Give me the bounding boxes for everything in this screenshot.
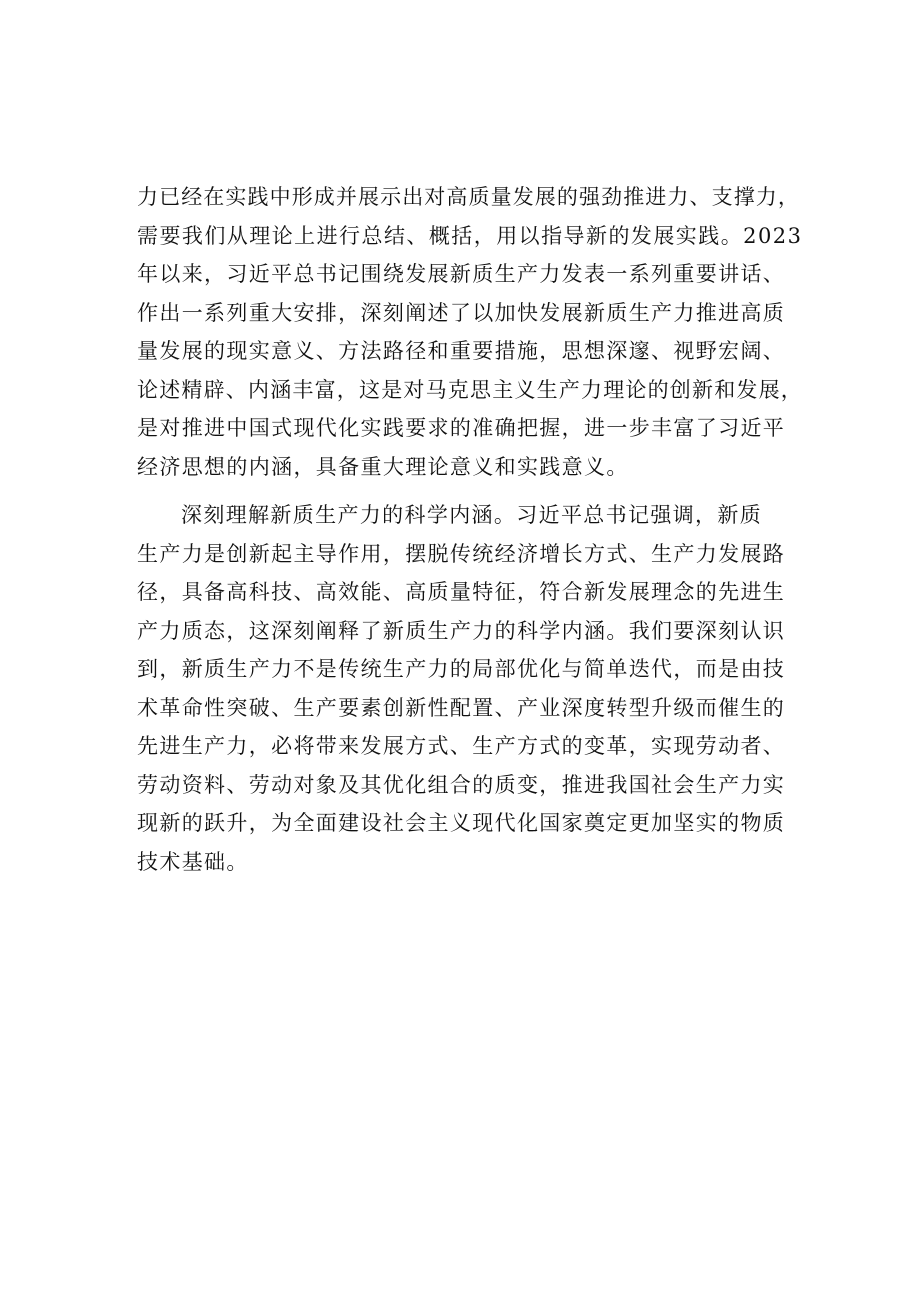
- paragraph-1-line: 量发展的现实意义、方法路径和重要措施，思想深邃、视野宏阔、: [137, 339, 786, 363]
- paragraph-2-line: 先进生产力，必将带来发展方式、生产方式的变革，实现劳动者、: [137, 734, 786, 758]
- paragraph-2-line: 技术基础。: [137, 849, 249, 874]
- paragraph-1-line: 年以来，习近平总书记围绕发展新质生产力发表一系列重要讲话、: [137, 262, 786, 286]
- paragraph-1-line: 论述精辟、内涵丰富，这是对马克思主义生产力理论的创新和发展，: [137, 377, 803, 402]
- paragraph-2-line: 产力质态，这深刻阐释了新质生产力的科学内涵。我们要深刻认识: [137, 618, 786, 643]
- document-body: [137, 178, 803, 881]
- paragraph-2: [137, 496, 800, 881]
- paragraph-2-line: 术革命性突破、生产要素创新性配置、产业深度转型升级而催生的: [137, 695, 786, 720]
- paragraph-1: [137, 178, 803, 486]
- paragraph-1-line: 需要我们从理论上进行总结、概括，用以指导新的发展实践。2023: [137, 223, 803, 248]
- paragraph-1-line: 是对推进中国式现代化实践要求的准确把握，进一步丰富了习近平: [137, 416, 786, 440]
- paragraph-2-line: 径，具备高科技、高效能、高质量特征，符合新发展理念的先进生: [137, 580, 786, 604]
- paragraph-1-line: 力已经在实践中形成并展示出对高质量发展的强劲推进力、支撑力，: [137, 185, 800, 209]
- paragraph-1-line: 经济思想的内涵，具备重大理论意义和实践意义。: [137, 454, 629, 479]
- paragraph-2-line: 生产力是创新起主导作用，摆脱传统经济增长方式、生产力发展路: [137, 541, 786, 566]
- paragraph-2-line: 深刻理解新质生产力的科学内涵。习近平总书记强调，新质: [181, 503, 763, 527]
- paragraph-spacer: [137, 486, 800, 496]
- paragraph-2-line: 劳动资料、劳动对象及其优化组合的质变，推进我国社会生产力实: [137, 772, 786, 797]
- paragraph-1-line: 作出一系列重大安排，深刻阐述了以加快发展新质生产力推进高质: [137, 300, 786, 325]
- paragraph-2-line: 现新的跃升，为全面建设社会主义现代化国家奠定更加坚实的物质: [137, 811, 786, 835]
- paragraph-2-line: 到，新质生产力不是传统生产力的局部优化与简单迭代，而是由技: [137, 657, 786, 681]
